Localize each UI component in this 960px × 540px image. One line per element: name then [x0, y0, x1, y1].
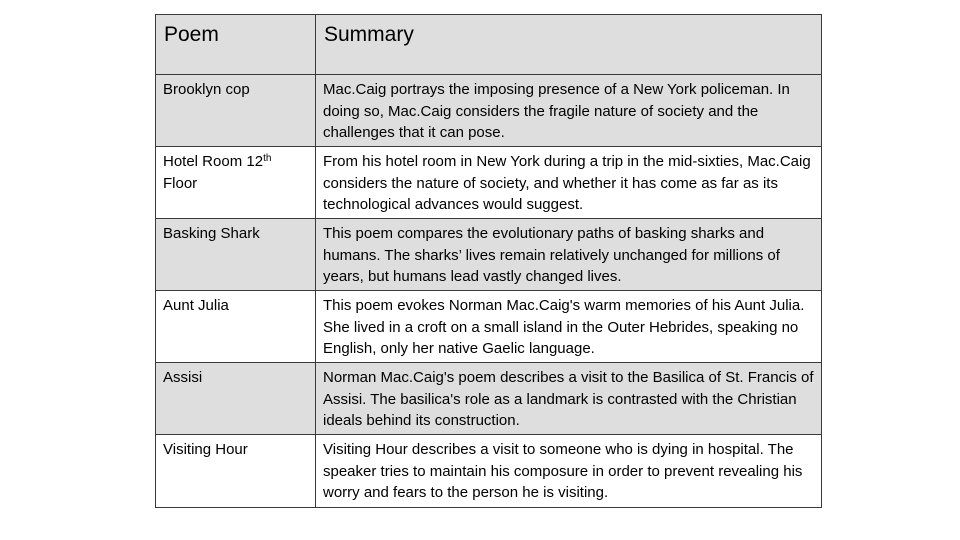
- table-row: [156, 435, 822, 508]
- table-row: [156, 291, 822, 363]
- poem-summary: This poem evokes Norman Mac.Caig's warm memories of his Aunt Julia. She lived in a croft on a small island in the Outer Hebrides, speaking no English, only her native Gaelic language.: [316, 291, 822, 363]
- poem-title: Brooklyn cop: [156, 75, 316, 147]
- table-row: [156, 75, 822, 147]
- poem-summary: Visiting Hour describes a visit to someone who is dying in hospital. The speaker tries to maintain his composure in order to prevent revealing his worry and fears to the person he is visiting.: [316, 435, 822, 508]
- poem-title-part: Hotel Room 12: [163, 153, 264, 170]
- poem-title-part: Floor: [163, 174, 198, 192]
- poem-title: [156, 147, 316, 219]
- poem-title: Aunt Julia: [156, 291, 316, 363]
- ordinal-superscript: th: [263, 153, 272, 164]
- poem-summary: Norman Mac.Caig's poem describes a visit to the Basilica of St. Francis of Assisi. The basilica's role as a landmark is contrasted with the Christian ideals behind its construction.: [316, 363, 822, 435]
- table-row: [156, 363, 822, 435]
- header-poem: Poem: [156, 15, 316, 75]
- header-summary: Summary: [316, 15, 822, 75]
- poem-summary: Mac.Caig portrays the imposing presence of a New York policeman. In doing so, Mac.Caig considers the fragile nature of society and the challenges that it can pose.: [316, 75, 822, 147]
- poem-title: Basking Shark: [156, 219, 316, 291]
- poem-summary: From his hotel room in New York during a trip in the mid-sixties, Mac.Caig considers the nature of society, and whether it has come as far as its technological advances would suggest.: [316, 147, 822, 219]
- poem-summary: This poem compares the evolutionary paths of basking sharks and humans. The sharks’ lives remain relatively unchanged for millions of years, but humans lead vastly changed lives.: [316, 219, 822, 291]
- poem-summary-table: [155, 14, 822, 508]
- table-row: [156, 219, 822, 291]
- table-header-row: [156, 15, 822, 75]
- table-row: [156, 147, 822, 219]
- poem-title: Visiting Hour: [156, 435, 316, 508]
- poem-title: Assisi: [156, 363, 316, 435]
